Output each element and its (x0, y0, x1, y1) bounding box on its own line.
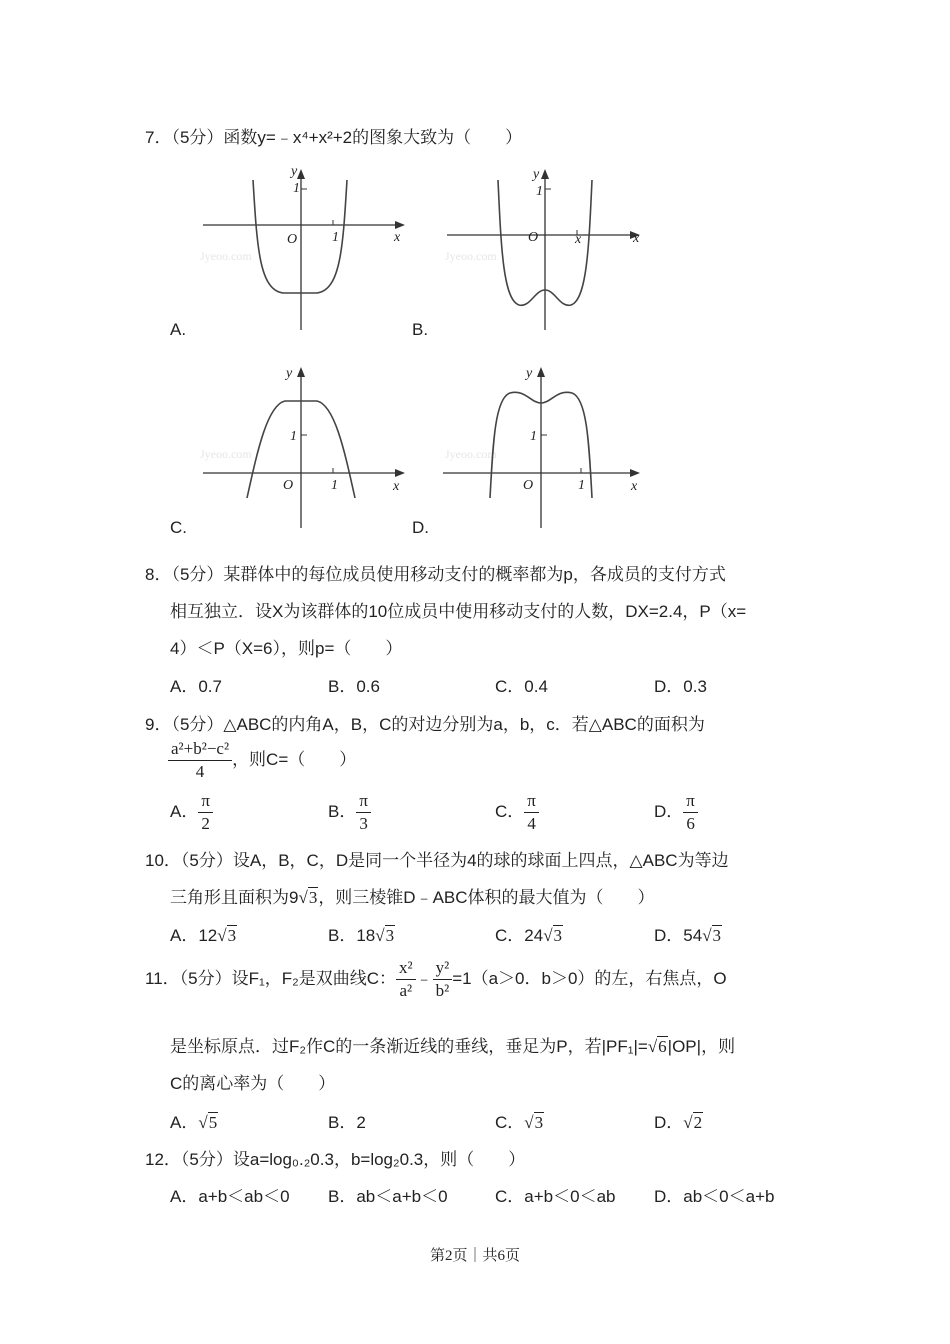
q9-area-fraction (168, 738, 232, 783)
watermark: Jyeoo.com (200, 447, 252, 461)
tick-1-y: 1 (290, 429, 297, 444)
fraction-denominator: b² (435, 981, 450, 1000)
option-letter: D． (654, 926, 684, 945)
option-value: 2 (356, 1113, 366, 1132)
option-letter: B． (328, 1113, 357, 1132)
q7-option-c-label: C. (170, 518, 187, 537)
fraction-numerator: y² (433, 957, 453, 980)
option-letter: C． (495, 801, 525, 821)
sqrt-symbol: √3 (524, 1113, 544, 1132)
sqrt-symbol: √5 (198, 1113, 218, 1132)
fraction-numerator: π (356, 790, 371, 813)
q8-option-c: C．0.4 (495, 677, 548, 696)
coefficient: 18 (356, 926, 376, 945)
q9-option-c (495, 790, 539, 835)
q10-option-c (495, 921, 563, 946)
y-axis-label: y (291, 165, 298, 179)
q12-option-d: D．ab＜0＜a+b (654, 1187, 775, 1206)
q9-option-a (170, 790, 213, 835)
q11-option-c (495, 1108, 544, 1133)
fraction-denominator: 2 (201, 814, 210, 833)
tick-1-x: x (575, 232, 582, 247)
option-letter: B． (328, 926, 357, 945)
q9-line1: 9．（5分）△ABC的内角A，B，C的对边分别为a，b，c．若△ABC的面积为 (145, 715, 705, 734)
q9-option-b (328, 790, 371, 835)
q9-line2 (168, 738, 356, 783)
radicand: 3 (227, 926, 237, 945)
q12-stem: 12．（5分）设a=log₀.₂0.3，b=log₂0.3，则（ ） (145, 1150, 526, 1169)
q10-line2 (170, 883, 655, 908)
fraction-denominator: a² (399, 981, 413, 1000)
origin-label: O (528, 230, 539, 245)
q12-option-b: B．ab＜a+b＜0 (328, 1187, 448, 1206)
q12-option-c: C．a+b＜0＜ab (495, 1187, 616, 1206)
x-fraction (396, 957, 416, 1002)
origin-label: O (287, 232, 298, 247)
q11-line1 (145, 957, 727, 1002)
option-letter: A． (170, 926, 199, 945)
q10-option-d (654, 921, 722, 946)
fraction-denominator: 4 (195, 762, 205, 781)
q10-line2-b: ，则三棱锥D﹣ABC体积的最大值为（ ） (318, 888, 655, 907)
q7-graph-c (195, 363, 415, 533)
sqrt-symbol: √3 (298, 888, 318, 907)
sqrt-symbol: √3 (375, 926, 395, 945)
q7-option-b-label: B. (412, 320, 429, 339)
y-axis-label: y (526, 366, 533, 381)
radicand: 3 (712, 926, 722, 945)
q7-stem: 7．（5分）函数y=﹣x⁴+x²+2的图象大致为（ ） (145, 128, 523, 147)
x-axis-label: x (393, 479, 400, 494)
q7-option-d-label: D. (412, 518, 429, 537)
x-axis-label: x (631, 479, 638, 494)
origin-label: O (523, 478, 534, 493)
q7-option-a-label: A. (170, 320, 187, 339)
q7-graph-a (195, 165, 415, 335)
fraction-denominator: 3 (359, 814, 368, 833)
q8-line2: 相互独立．设X为该群体的10位成员中使用移动支付的人数，DX=2.4，P（x= (170, 602, 747, 621)
tick-1-x: 1 (331, 478, 338, 493)
q7-graph-d (435, 363, 655, 533)
q11-line1-b: =1（a＞0．b＞0）的左，右焦点，O (452, 968, 727, 988)
y-axis-label: y (286, 366, 293, 381)
radicand: 3 (553, 926, 563, 945)
fraction-denominator: 6 (686, 814, 695, 833)
q8-option-a: A．0.7 (170, 677, 222, 696)
x-axis-label: x (394, 230, 401, 245)
minus-sign: ﹣ (415, 968, 433, 988)
q8-option-b: B．0.6 (328, 677, 380, 696)
option-letter: A． (170, 1113, 199, 1132)
tick-1-y: 1 (293, 181, 300, 196)
option-letter: C． (495, 926, 525, 945)
y-axis-label: y (533, 167, 540, 182)
option-letter: D． (654, 801, 684, 821)
fraction-numerator: π (683, 790, 698, 813)
fraction-numerator: x² (396, 957, 416, 980)
radicand: 3 (385, 926, 395, 945)
sqrt-symbol: √3 (217, 926, 237, 945)
q11-line2-a: 是坐标原点．过F₂作C的一条渐近线的垂线，垂足为P，若|PF₁|= (170, 1037, 648, 1056)
q10-line1: 10．（5分）设A，B，C，D是同一个半径为4的球的球面上四点，△ABC为等边 (145, 851, 729, 870)
q8-line3: 4）＜P（X=6），则p=（ ） (170, 639, 403, 658)
radicand: 3 (308, 888, 318, 907)
sqrt-symbol: √3 (702, 926, 722, 945)
watermark: Jyeoo.com (445, 249, 497, 263)
q9-option-d (654, 790, 698, 835)
q9-line2-tail: ，则C=（ ） (232, 749, 357, 769)
radicand: 6 (658, 1037, 667, 1056)
option-letter: C． (495, 1113, 525, 1132)
tick-1-x: 1 (578, 478, 585, 493)
q7-graph-b (435, 165, 655, 335)
fraction-denominator: 4 (527, 814, 536, 833)
x-axis-label: x (633, 231, 640, 246)
sqrt-symbol: √6 (647, 1037, 667, 1056)
q11-option-d (654, 1108, 703, 1133)
q12-option-a: A．a+b＜ab＜0 (170, 1187, 290, 1206)
q11-line2 (170, 1032, 735, 1057)
q10-line2-a: 三角形且面积为9 (170, 888, 299, 907)
radicand: 5 (208, 1113, 218, 1132)
sqrt-symbol: √2 (683, 1113, 703, 1132)
q11-line3: C的离心率为（ ） (170, 1074, 336, 1093)
fraction-numerator: a²+b²−c² (168, 738, 232, 761)
option-letter: D． (654, 1113, 684, 1132)
watermark: Jyeoo.com (200, 249, 252, 263)
y-fraction (433, 957, 453, 1002)
coefficient: 24 (524, 926, 544, 945)
fraction-numerator: π (524, 790, 539, 813)
q11-line1-a: 11．（5分）设F₁，F₂是双曲线C： (145, 968, 396, 988)
coefficient: 54 (683, 926, 703, 945)
origin-label: O (283, 478, 294, 493)
fraction-numerator: π (198, 790, 213, 813)
q11-option-b (328, 1108, 366, 1133)
tick-1-x: 1 (332, 230, 339, 245)
sqrt-symbol: √3 (543, 926, 563, 945)
tick-1-y: 1 (536, 184, 543, 199)
q10-option-a (170, 921, 237, 946)
q8-line1: 8．（5分）某群体中的每位成员使用移动支付的概率都为p，各成员的支付方式 (145, 565, 726, 584)
option-letter: B． (328, 801, 357, 821)
q11-option-a (170, 1108, 218, 1133)
coefficient: 12 (198, 926, 218, 945)
radicand: 2 (693, 1113, 703, 1132)
page-footer: 第2页｜共6页 (429, 1248, 520, 1264)
radicand: 3 (534, 1113, 544, 1132)
watermark: Jyeoo.com (445, 447, 497, 461)
tick-1-y: 1 (530, 429, 537, 444)
q11-line2-b: |OP|，则 (667, 1037, 736, 1056)
q10-option-b (328, 921, 395, 946)
option-letter: A． (170, 801, 199, 821)
q8-option-d: D．0.3 (654, 677, 707, 696)
